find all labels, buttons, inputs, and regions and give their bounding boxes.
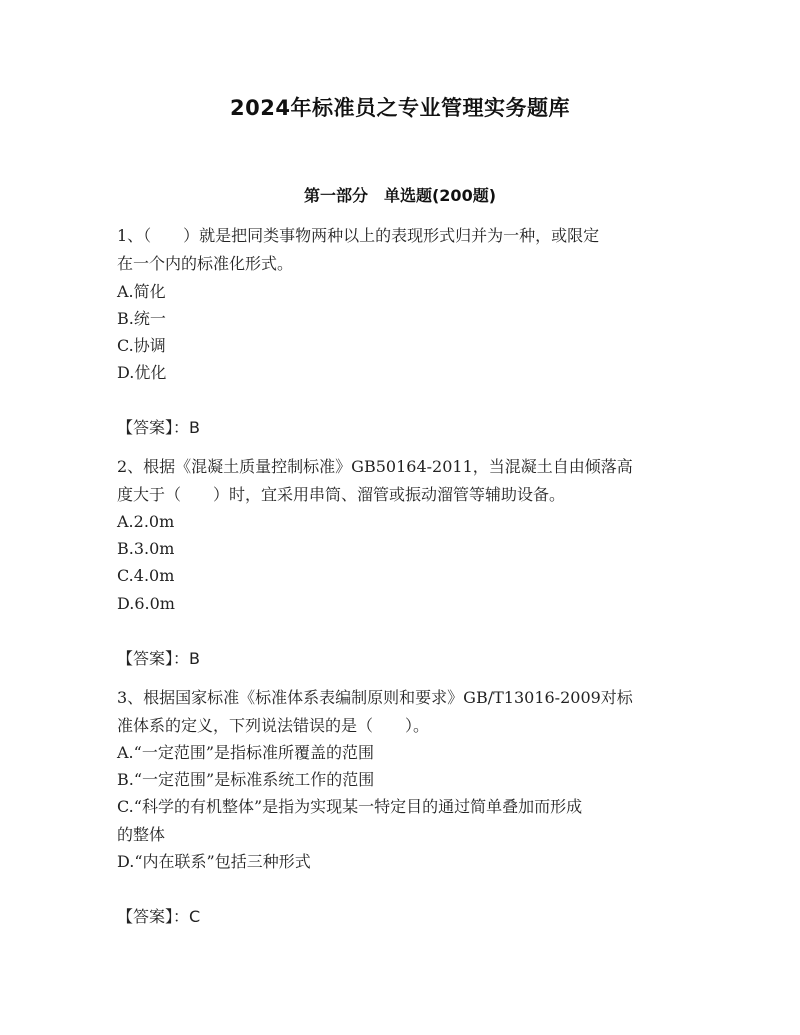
- section-heading: 第一部分 单选题(200题): [303, 186, 497, 205]
- question-3-option-b: B.“一定范围”是标准系统工作的范围: [117, 770, 375, 789]
- question-1-option-d: D.优化: [117, 363, 167, 382]
- question-1-answer: 【答案】：B: [117, 418, 200, 437]
- page-title: 2024年标准员之专业管理实务题库: [230, 96, 570, 120]
- question-3-answer: 【答案】：C: [117, 907, 201, 926]
- question-3-option-d: D.“内在联系”包括三种形式: [117, 852, 311, 871]
- question-2-option-d: D.6.0m: [117, 594, 175, 613]
- question-3-stem-line-2: 准体系的定义，下列说法错误的是（ ）。: [117, 716, 430, 735]
- question-1-option-a: A.简化: [117, 282, 166, 301]
- question-2-answer: 【答案】：B: [117, 649, 200, 668]
- question-3-option-c-continued: 的整体: [117, 825, 166, 844]
- question-2-stem-line-1: 2、根据《混凝土质量控制标准》GB50164-2011，当混凝土自由倾落高: [117, 457, 633, 476]
- question-2-stem-line-2: 度大于（ ）时，宜采用串筒、溜管或振动溜管等辅助设备。: [117, 485, 566, 504]
- question-3-stem-line-1: 3、根据国家标准《标准体系表编制原则和要求》GB/T13016-2009对标: [117, 688, 633, 707]
- question-1-option-c: C.协调: [117, 336, 166, 355]
- question-3-option-c: C.“科学的有机整体”是指为实现某一特定目的通过简单叠加而形成: [117, 797, 583, 816]
- question-2-option-a: A.2.0m: [117, 512, 175, 531]
- question-1-stem-line-1: 1、（ ）就是把同类事物两种以上的表现形式归并为一种，或限定: [117, 226, 600, 245]
- question-3-option-a: A.“一定范围”是指标准所覆盖的范围: [117, 743, 375, 762]
- question-1-option-b: B.统一: [117, 309, 166, 328]
- question-2-option-b: B.3.0m: [117, 539, 175, 558]
- question-1-stem-line-2: 在一个内的标准化形式。: [117, 254, 294, 273]
- question-2-option-c: C.4.0m: [117, 566, 175, 585]
